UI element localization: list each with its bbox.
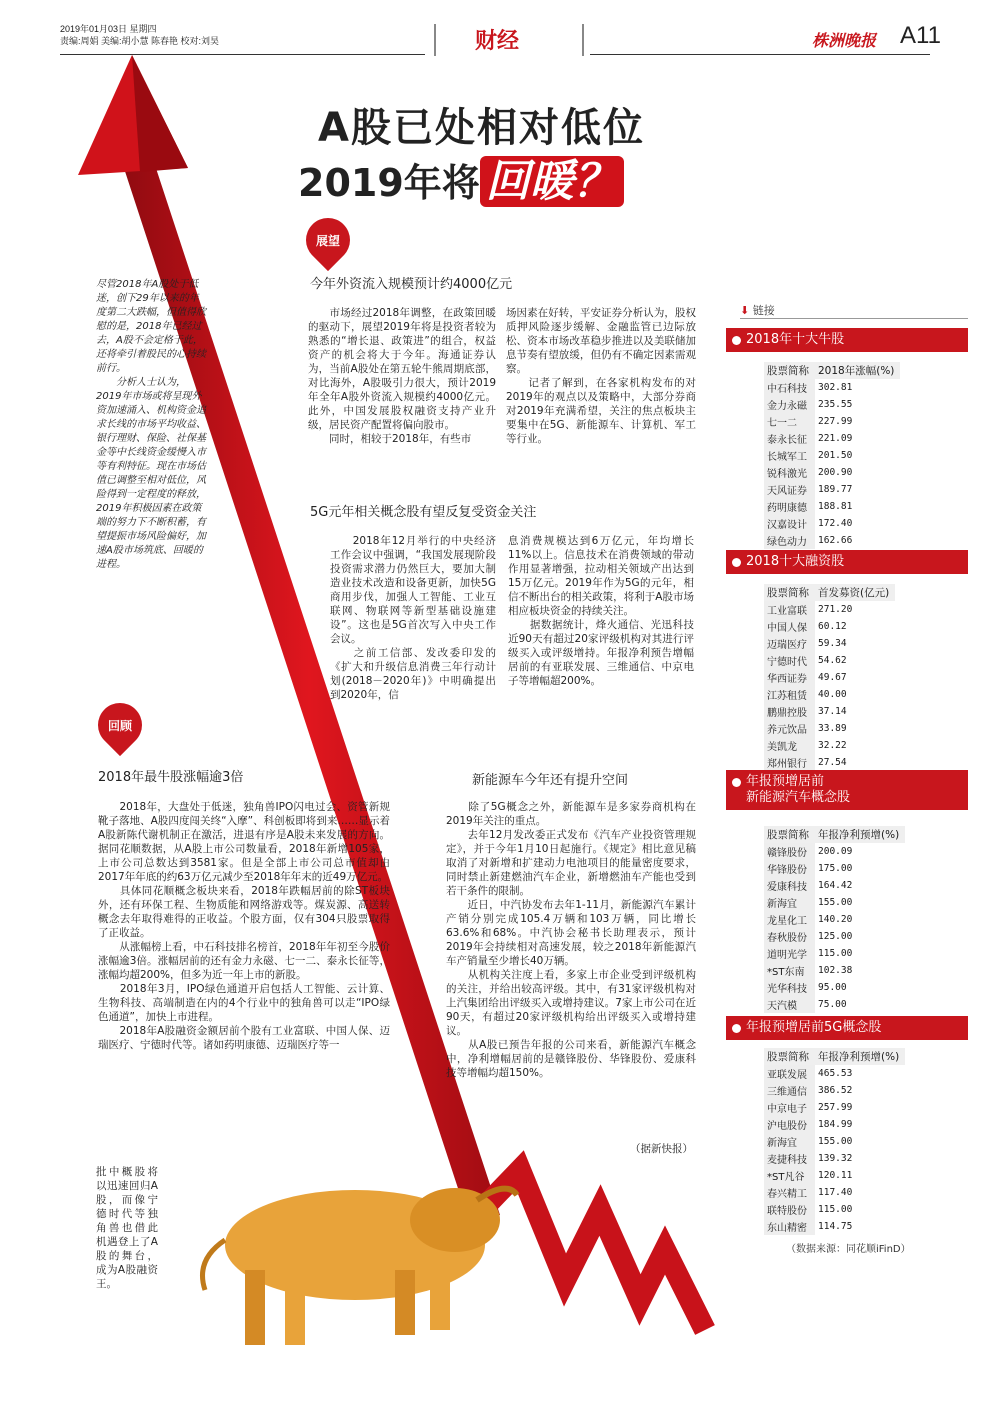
stock-value: 114.75 bbox=[818, 1221, 853, 1232]
table3 bbox=[764, 826, 905, 1013]
table-row bbox=[764, 532, 900, 549]
stock-value: 162.66 bbox=[818, 535, 853, 546]
stock-value: 155.00 bbox=[818, 897, 853, 908]
nev-body: 除了5G概念之外，新能源车是多家券商机构在2019年关注的重点。 去年12月发改委正式发布《汽车产业投资管理规定》，并于今年1月10日起施行。《规定》相比意见稿取消了对新增和扩建动力电池项目的能量密度要求，同时禁止新建燃油汽车企业，新增燃油车产能也受到若干条件的限制。 近日，中汽协发布去年1-11月，新能源汽车累计产销分别完成105.4万辆和103万辆，同比增长63.6%和68%。中汽协会秘书长助理表示，预计2019年会持续相对高速发展，较之2018年新能源汽车产销量至少增长40万辆。 从机构关注度上看，多家上市企业受到评级机构的关注，并给出较高评级。其中，有31家评级机构对上汽集团给出评级买入或增持建议。7家上市公司在近90天，有超过20家评级机构给出评级买入或增持建议。 从A股已预告年报的公司来看，新能源汽车概念中，净利增幅居前的是赣锋股份、华锋股份、爱康科技等增幅均超150%。 bbox=[446, 801, 696, 1079]
stock-name: 宁德时代 bbox=[764, 652, 815, 669]
fiveg-title: 5G元年相关概念股有望反复受资金关注 bbox=[310, 505, 537, 520]
stock-name: 光华科技 bbox=[764, 979, 815, 996]
table-row bbox=[764, 686, 895, 703]
table-row bbox=[764, 843, 905, 860]
stock-name: 新海宜 bbox=[764, 1133, 815, 1150]
table-row bbox=[764, 464, 900, 481]
stock-name: 长城军工 bbox=[764, 447, 815, 464]
table1-header-value: 2018年涨幅(%) bbox=[815, 362, 900, 379]
stock-value: 164.42 bbox=[818, 880, 853, 891]
table-row bbox=[764, 962, 905, 979]
stock-value: 139.32 bbox=[818, 1153, 853, 1164]
sidebar-rule bbox=[740, 318, 968, 319]
stock-value: 95.00 bbox=[818, 982, 847, 993]
stock-name: 郑州银行 bbox=[764, 754, 815, 771]
stock-value: 54.62 bbox=[818, 655, 847, 666]
table-row bbox=[764, 1150, 905, 1167]
table-row bbox=[764, 720, 895, 737]
table-row bbox=[764, 1201, 905, 1218]
stock-name: 道明光学 bbox=[764, 945, 815, 962]
stock-value: 227.99 bbox=[818, 416, 853, 427]
table-row bbox=[764, 1099, 905, 1116]
outlook-col2: 场因素在好转，平安证券分析认为，股权质押风险逐步缓解、金融监管已边际放松、资本市场改革稳步推进以及美联储加息节奏有望放缓，但仍有不确定因素需观察。 记者了解到，在各家机构发布的对2019年的观点以及策略中，大部分券商对2019年充满希望，关注的焦点板块主要集中在5G、新能源车、计算机、军工等行业。 bbox=[506, 307, 696, 445]
intro-column: 尽管2018年A股处于低迷，创下29年以来的年度第二大跌幅，但值得欣慰的是，2018年已经过去，A股不会定格于此，还将牵引着股民的心持续前行。 分析人士认为，2019年市场或将呈现外资加速涌入、机构资金追求长线的市场平均收益、银行理财、保险、社保基金等中长线资金缓慢入市等有利特征。现在市场估值已调整至相对低位，风险得到一定程度的释放，2019年积极因素在政策端的努力下不断积蓄，有望提振市场风险偏好，加速A股市场筑底、回暖的进程。 bbox=[96, 279, 206, 570]
stock-name: 爱康科技 bbox=[764, 877, 815, 894]
stock-name: 龙星化工 bbox=[764, 911, 815, 928]
stock-name: 东山精密 bbox=[764, 1218, 815, 1235]
review-tail: 批中概股将以迅速回归A股，而像宁德时代等独角兽也借此机遇登上了A股的舞台，成为A股融资王。 bbox=[96, 1166, 158, 1290]
table1-header-name: 股票简称 bbox=[764, 362, 815, 379]
stock-name: 华西证券 bbox=[764, 669, 815, 686]
stock-value: 140.20 bbox=[818, 914, 853, 925]
stock-name: 泰永长征 bbox=[764, 430, 815, 447]
stock-name: 鹏鼎控股 bbox=[764, 703, 815, 720]
table-row bbox=[764, 703, 895, 720]
table-row bbox=[764, 945, 905, 962]
stock-name: 江苏租赁 bbox=[764, 686, 815, 703]
stock-value: 117.40 bbox=[818, 1187, 853, 1198]
stock-name: 天风证券 bbox=[764, 481, 815, 498]
stock-name: 汉嘉设计 bbox=[764, 515, 815, 532]
stock-value: 115.00 bbox=[818, 948, 853, 959]
stock-name: 华锋股份 bbox=[764, 860, 815, 877]
table-row bbox=[764, 1116, 905, 1133]
table-row bbox=[764, 737, 895, 754]
stock-name: 麦捷科技 bbox=[764, 1150, 815, 1167]
outlook-badge: 展望 bbox=[297, 209, 359, 271]
stock-name: 亚联发展 bbox=[764, 1065, 815, 1082]
stock-value: 465.53 bbox=[818, 1068, 853, 1079]
review-title: 2018年最牛股涨幅逾3倍 bbox=[98, 770, 244, 785]
table1 bbox=[764, 362, 900, 549]
stock-value: 257.99 bbox=[818, 1102, 853, 1113]
nev-credit: （据新快报） bbox=[630, 1143, 693, 1155]
stock-value: 60.12 bbox=[818, 621, 847, 632]
stock-value: 102.38 bbox=[818, 965, 853, 976]
stock-value: 155.00 bbox=[818, 1136, 853, 1147]
stock-value: 200.90 bbox=[818, 467, 853, 478]
stock-value: 271.20 bbox=[818, 604, 853, 615]
table4-header-name: 股票简称 bbox=[764, 1048, 815, 1065]
table-row bbox=[764, 1082, 905, 1099]
stock-value: 386.52 bbox=[818, 1085, 853, 1096]
headline-line2-prefix: 2019年将 bbox=[298, 161, 480, 205]
stock-name: 三维通信 bbox=[764, 1082, 815, 1099]
issue-date: 2019年01月03日 星期四 bbox=[60, 24, 157, 34]
table-row bbox=[764, 396, 900, 413]
stock-value: 27.54 bbox=[818, 757, 847, 768]
table-row bbox=[764, 669, 895, 686]
table2 bbox=[764, 584, 895, 771]
stock-name: 迈瑞医疗 bbox=[764, 635, 815, 652]
section-label: 财经 bbox=[475, 28, 520, 54]
outlook-title: 今年外资流入规模预计约4000亿元 bbox=[310, 277, 513, 292]
stock-value: 40.00 bbox=[818, 689, 847, 700]
headline-line1: A股已处相对低位 bbox=[318, 105, 645, 151]
fiveg-col1: 2018年12月举行的中央经济工作会议中强调，“我国发展现阶段投资需求潜力仍然巨大，要加大制造业技术改造和设备更新，加快5G商用步伐，加强人工智能、工业互联网、物联网等新型基础设施建设”。这也是5G首次写入中央工作会议。 之前工信部、发改委印发的《扩大和升级信息消费三年行动计划(2018－2020年)》中明确提出到2020年，信 bbox=[330, 535, 496, 701]
table3-header-name: 股票简称 bbox=[764, 826, 815, 843]
stock-value: 188.81 bbox=[818, 501, 853, 512]
fiveg-col2: 息消费规模达到6万亿元，年均增长11%以上。信息技术在消费领域的带动作用显著增强，拉动相关领域产出达到15万亿元。2019年作为5G的元年，相信不断出台的相关政策，将利于A股市场相应板块资金的持续关注。 据数据统计，烽火通信、光迅科技近90天有超过20家评级机构对其进行评级买入或评级增持。年报净利预告增幅居前的有亚联发展、三维通信、中京电子等增幅超200%。 bbox=[508, 535, 694, 687]
sidebar-link-label: ⬇︎ 链接 bbox=[740, 304, 775, 317]
stock-value: 120.11 bbox=[818, 1170, 853, 1181]
bull-illustration bbox=[185, 1150, 525, 1360]
stock-name: 春秋股份 bbox=[764, 928, 815, 945]
table4-header-value: 年报净利预增(%) bbox=[815, 1048, 905, 1065]
table-row bbox=[764, 1184, 905, 1201]
table2-title: 2018十大融资股 bbox=[726, 550, 968, 574]
data-source-note: （数据来源：同花顺iFinD） bbox=[786, 1244, 911, 1255]
stock-value: 235.55 bbox=[818, 399, 853, 410]
table-row bbox=[764, 1065, 905, 1082]
table-row bbox=[764, 498, 900, 515]
table-row bbox=[764, 618, 895, 635]
stock-name: 养元饮品 bbox=[764, 720, 815, 737]
table4 bbox=[764, 1048, 905, 1235]
table4-title: 年报预增居前5G概念股 bbox=[726, 1016, 968, 1040]
table-row bbox=[764, 911, 905, 928]
stock-name: 绿色动力 bbox=[764, 532, 815, 549]
stock-name: 锐科激光 bbox=[764, 464, 815, 481]
table-row bbox=[764, 996, 905, 1013]
table3-title: 年报预增居前 新能源汽车概念股 bbox=[726, 770, 968, 810]
stock-name: 七一二 bbox=[764, 413, 815, 430]
outlook-col1: 市场经过2018年调整，在政策回暖的驱动下，展望2019年将是投资者较为熟悉的“增长退、政策进”的组合，权益资产的机会将大于今年。海通证券认为，当前A股处在第五轮牛熊周期底部，对比海外，A股吸引力很大，预计2019年全年A股外资流入规模约4000亿元。此外，中国发展股权融资支持产业升级，居民资产配置将偏向股市。 同时，相较于2018年，有些市 bbox=[308, 307, 496, 445]
table2-header-name: 股票简称 bbox=[764, 584, 815, 601]
table-row bbox=[764, 877, 905, 894]
headline-highlight: 回暖？ bbox=[480, 156, 624, 207]
stock-value: 37.14 bbox=[818, 706, 847, 717]
table-row bbox=[764, 754, 895, 771]
stock-name: 中石科技 bbox=[764, 379, 815, 396]
page-number: A11 bbox=[900, 22, 941, 49]
table-row bbox=[764, 1133, 905, 1150]
table-row bbox=[764, 515, 900, 532]
editor-credits: 责编:周娟 美编:胡小慧 陈春艳 校对:刘昊 bbox=[60, 36, 220, 46]
table-row bbox=[764, 928, 905, 945]
stock-value: 33.89 bbox=[818, 723, 847, 734]
table-row bbox=[764, 430, 900, 447]
table-row bbox=[764, 979, 905, 996]
stock-value: 175.00 bbox=[818, 863, 853, 874]
stock-name: 天汽模 bbox=[764, 996, 815, 1013]
stock-name: *ST凡谷 bbox=[764, 1167, 815, 1184]
review-body: 2018年，大盘处于低迷，独角兽IPO闪电过会、资管新规靴子落地、A股四度闯关终“入摩”、科创板即将到来……显示着A股新陈代谢机制正在激活，进退有序是A股未来发展的方向。据同花顺数据，从A股上市公司数量看，2018年新增105家，上市公司总数达到3581家。但是全部上市公司总市值却由2017年年底的约63万亿元减少至2018年年末的近49万亿元。 具体同花顺概念板块来看，2018年跌幅居前的除ST板块外，还有环保工程、生物质能和网络游戏等。煤炭源、高送转概念去年取得难得的正收益。个股方面，仅有304只股票取得了正收益。 从涨幅榜上看，中石科技排名榜首，2018年年初至今股价涨幅逾3倍。涨幅居前的还有金力永磁、七一二、泰永长征等，涨幅均超200%，但多为近一年上市的新股。 2018年3月，IPO绿色通道开启包括人工智能、云计算、生物科技、高端制造在内的4个行业中的独角兽可以走“IPO绿色通道”，加快上市进程。 2018年A股融资金额居前个股有工业富联、中国人保、迈瑞医疗、宁德时代等。诸如药明康德、迈瑞医疗等一 bbox=[98, 801, 390, 1051]
stock-value: 49.67 bbox=[818, 672, 847, 683]
table-row bbox=[764, 379, 900, 396]
table2-header-value: 首发募资(亿元) bbox=[815, 584, 895, 601]
stock-value: 32.22 bbox=[818, 740, 847, 751]
table-row bbox=[764, 1167, 905, 1184]
table-row bbox=[764, 635, 895, 652]
stock-name: 工业富联 bbox=[764, 601, 815, 618]
chevron-down-icon: ⬇︎ bbox=[740, 304, 753, 317]
stock-value: 200.09 bbox=[818, 846, 853, 857]
stock-name: 新海宜 bbox=[764, 894, 815, 911]
table-row bbox=[764, 652, 895, 669]
stock-value: 59.34 bbox=[818, 638, 847, 649]
stock-name: 药明康德 bbox=[764, 498, 815, 515]
table1-title: 2018年十大牛股 bbox=[726, 328, 968, 352]
stock-name: 沪电股份 bbox=[764, 1116, 815, 1133]
stock-name: 赣锋股份 bbox=[764, 843, 815, 860]
review-badge: 回顾 bbox=[89, 694, 151, 756]
stock-value: 75.00 bbox=[818, 999, 847, 1010]
stock-name: *ST东南 bbox=[764, 962, 815, 979]
stock-value: 184.99 bbox=[818, 1119, 853, 1130]
table-row bbox=[764, 413, 900, 430]
stock-name: 中京电子 bbox=[764, 1099, 815, 1116]
table-row bbox=[764, 481, 900, 498]
stock-name: 美凯龙 bbox=[764, 737, 815, 754]
table-row bbox=[764, 1218, 905, 1235]
stock-name: 联特股份 bbox=[764, 1201, 815, 1218]
table-row bbox=[764, 894, 905, 911]
stock-value: 115.00 bbox=[818, 1204, 853, 1215]
stock-value: 221.09 bbox=[818, 433, 853, 444]
stock-name: 金力永磁 bbox=[764, 396, 815, 413]
table-row bbox=[764, 601, 895, 618]
stock-value: 201.50 bbox=[818, 450, 853, 461]
stock-value: 125.00 bbox=[818, 931, 853, 942]
stock-value: 189.77 bbox=[818, 484, 853, 495]
stock-value: 302.81 bbox=[818, 382, 853, 393]
nev-title: 新能源车今年还有提升空间 bbox=[472, 773, 629, 788]
stock-name: 春兴精工 bbox=[764, 1184, 815, 1201]
stock-value: 172.40 bbox=[818, 518, 853, 529]
table-row bbox=[764, 447, 900, 464]
stock-name: 中国人保 bbox=[764, 618, 815, 635]
newspaper-logo: 株洲晚报 bbox=[812, 31, 877, 50]
table-row bbox=[764, 860, 905, 877]
headline-line2 bbox=[298, 145, 624, 209]
table3-header-value: 年报净利预增(%) bbox=[815, 826, 905, 843]
